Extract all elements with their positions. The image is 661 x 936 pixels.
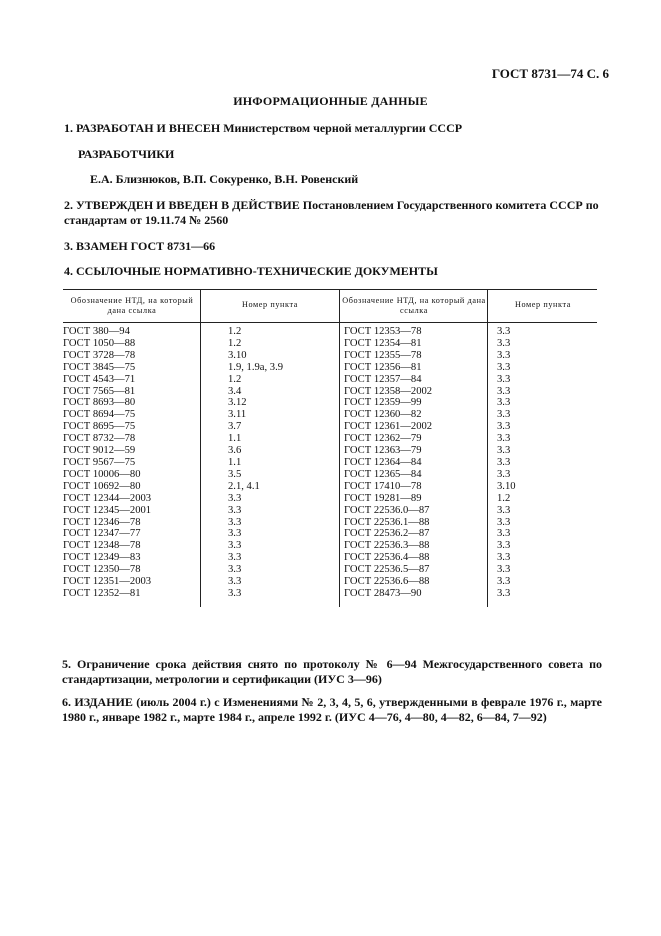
right-doc-cell: ГОСТ 22536.1—88 <box>344 516 430 528</box>
left-doc-cell: ГОСТ 10692—80 <box>63 480 141 492</box>
right-ref-cell: 3.3 <box>497 409 511 421</box>
right-doc-cell: ГОСТ 12354—81 <box>344 337 422 349</box>
right-doc-cell: ГОСТ 22536.3—88 <box>344 540 430 552</box>
section-4: 4. ССЫЛОЧНЫЕ НОРМАТИВНО-ТЕХНИЧЕСКИЕ ДОКУМЕНТЫ <box>64 264 438 278</box>
left-doc-cell: ГОСТ 8732—78 <box>63 433 136 445</box>
left-doc-cell: ГОСТ 12349—83 <box>63 552 141 564</box>
section-6: 6. ИЗДАНИЕ (июль 2004 г.) с Изменениями № 2, 3, 4, 5, 6, утвержденными в феврале 1976 г., марте 1980 г., январе 1982 г., марте 1984 г., апреле 1992 г. (ИУС 4—76, 4—80, 4—82, 6—84, 7—92) <box>62 695 602 724</box>
page-title: ИНФОРМАЦИОННЫЕ ДАННЫЕ <box>233 94 428 108</box>
right-doc-cell: ГОСТ 12355—78 <box>344 349 422 361</box>
table-header-rule <box>63 322 597 323</box>
left-doc-cell: ГОСТ 12346—78 <box>63 516 141 528</box>
right-ref-cell: 3.3 <box>497 445 511 457</box>
left-doc-cell: ГОСТ 10006—80 <box>63 468 141 480</box>
left-ref-cell: 3.11 <box>228 409 247 421</box>
left-ref-cell: 3.3 <box>228 492 242 504</box>
left-doc-cell: ГОСТ 1050—88 <box>63 337 136 349</box>
left-ref-cell: 1.2 <box>228 326 242 337</box>
table-top-rule <box>63 289 597 290</box>
right-ref-cell: 3.3 <box>497 349 511 361</box>
right-ref-cell: 1.2 <box>497 492 511 504</box>
right-ref-cell: 3.3 <box>497 504 511 516</box>
left-doc-cell: ГОСТ 9567—75 <box>63 456 136 468</box>
left-ref-cell: 3.4 <box>228 385 242 397</box>
left-ref-cell: 3.3 <box>228 516 242 528</box>
right-ref-cell: 3.3 <box>497 421 511 433</box>
table-column-doc-right <box>344 326 432 600</box>
right-ref-cell: 3.10 <box>497 480 516 492</box>
left-ref-cell: 3.3 <box>228 587 242 599</box>
table-header-ref-left: Номер пункта <box>241 300 299 309</box>
right-doc-cell: ГОСТ 22536.4—88 <box>344 552 430 564</box>
section-3: 3. ВЗАМЕН ГОСТ 8731—66 <box>64 239 216 253</box>
left-doc-cell: ГОСТ 12348—78 <box>63 540 141 552</box>
right-ref-cell: 3.3 <box>497 433 511 445</box>
left-ref-cell: 3.10 <box>228 349 247 361</box>
left-ref-cell: 3.3 <box>228 540 242 552</box>
section-2-heading: 2. УТВЕРЖДЕН И ВВЕДЕН В ДЕЙСТВИЕ <box>64 198 300 212</box>
right-doc-cell: ГОСТ 22536.0—87 <box>344 504 430 516</box>
developers-label: РАЗРАБОТЧИКИ <box>78 147 175 161</box>
section-1-text: Министерством черной металлургии СССР <box>220 121 463 135</box>
left-ref-cell: 3.3 <box>228 576 242 588</box>
right-ref-cell: 3.3 <box>497 373 511 385</box>
left-doc-cell: ГОСТ 8695—75 <box>63 421 136 433</box>
right-doc-cell: ГОСТ 22536.6—88 <box>344 576 430 588</box>
left-ref-cell: 3.5 <box>228 468 242 480</box>
right-ref-cell: 3.3 <box>497 552 511 564</box>
right-doc-cell: ГОСТ 12364—84 <box>344 456 422 468</box>
right-doc-cell: ГОСТ 22536.2—87 <box>344 528 430 540</box>
right-doc-cell: ГОСТ 22536.5—87 <box>344 564 430 576</box>
left-doc-cell: ГОСТ 3845—75 <box>63 361 136 373</box>
left-ref-cell: 1.1 <box>228 433 242 445</box>
left-ref-cell: 1.2 <box>228 337 242 349</box>
left-ref-cell: 3.12 <box>228 397 247 409</box>
left-ref-cell: 3.3 <box>228 528 242 540</box>
table-header-ref-right: Номер пункта <box>514 300 572 309</box>
right-ref-cell: 3.3 <box>497 468 511 480</box>
developers-names: Е.А. Близнюков, В.П. Сокуренко, В.Н. Ровенский <box>90 172 359 186</box>
table-header-doc-right: Обозначение НТД, на который дана ссылка <box>342 296 486 315</box>
table-divider-1 <box>200 289 201 607</box>
right-ref-cell: 3.3 <box>497 385 511 397</box>
section-1-heading: 1. РАЗРАБОТАН И ВНЕСЕН <box>64 121 221 135</box>
table-column-doc-left <box>63 326 151 600</box>
right-ref-cell: 3.3 <box>497 361 511 373</box>
left-ref-cell: 3.3 <box>228 552 242 564</box>
section-1 <box>64 121 606 136</box>
left-ref-cell: 1.2 <box>228 373 242 385</box>
table-column-ref-right <box>497 326 516 600</box>
right-doc-cell: ГОСТ 12353—78 <box>344 326 422 337</box>
right-doc-cell: ГОСТ 12359—99 <box>344 397 422 409</box>
right-doc-cell: ГОСТ 12362—79 <box>344 433 422 445</box>
right-doc-cell: ГОСТ 19281—89 <box>344 492 422 504</box>
section-5: 5. Ограничение срока действия снято по протоколу № 6—94 Межгосударственного совета по стандартизации, метрологии и сертификации (ИУС 3—96) <box>62 657 602 686</box>
right-ref-cell: 3.3 <box>497 576 511 588</box>
left-doc-cell: ГОСТ 9012—59 <box>63 445 136 457</box>
right-ref-cell: 3.3 <box>497 337 511 349</box>
right-ref-cell: 3.3 <box>497 456 511 468</box>
right-doc-cell: ГОСТ 28473—90 <box>344 587 422 599</box>
left-doc-cell: ГОСТ 12351—2003 <box>63 576 152 588</box>
left-doc-cell: ГОСТ 3728—78 <box>63 349 136 361</box>
left-ref-cell: 3.3 <box>228 564 242 576</box>
right-doc-cell: ГОСТ 12365—84 <box>344 468 422 480</box>
left-doc-cell: ГОСТ 8694—75 <box>63 409 136 421</box>
table-divider-3 <box>487 289 488 607</box>
page-header-code: ГОСТ 8731—74 С. 6 <box>491 66 609 81</box>
left-ref-cell: 1.1 <box>228 456 242 468</box>
right-doc-cell: ГОСТ 12363—79 <box>344 445 422 457</box>
left-doc-cell: ГОСТ 8693—80 <box>63 397 136 409</box>
left-doc-cell: ГОСТ 12345—2001 <box>63 504 152 516</box>
left-ref-cell: 3.7 <box>228 421 242 433</box>
right-ref-cell: 3.3 <box>497 564 511 576</box>
left-doc-cell: ГОСТ 7565—81 <box>63 385 136 397</box>
left-ref-cell: 3.6 <box>228 445 242 457</box>
left-doc-cell: ГОСТ 12352—81 <box>63 587 141 599</box>
left-ref-cell: 2.1, 4.1 <box>228 480 260 492</box>
left-ref-cell: 3.3 <box>228 504 242 516</box>
left-doc-cell: ГОСТ 12347—77 <box>63 528 141 540</box>
right-ref-cell: 3.3 <box>497 540 511 552</box>
table-header-doc-left: Обозначение НТД, на который дана ссылка <box>70 296 194 315</box>
section-2 <box>64 198 606 228</box>
table-divider-2 <box>339 289 340 607</box>
table-column-ref-left <box>228 326 283 600</box>
right-ref-cell: 3.3 <box>497 516 511 528</box>
left-ref-cell: 1.9, 1.9а, 3.9 <box>228 361 284 373</box>
section-2-text: Постановлением Государственного комитета СССР по стандартам от 19.11.74 № 2560 <box>64 198 599 227</box>
right-ref-cell: 3.3 <box>497 326 511 337</box>
left-doc-cell: ГОСТ 4543—71 <box>63 373 136 385</box>
left-doc-cell: ГОСТ 12350—78 <box>63 564 141 576</box>
right-ref-cell: 3.3 <box>497 528 511 540</box>
left-doc-cell: ГОСТ 380—94 <box>63 326 130 337</box>
right-doc-cell: ГОСТ 12361—2002 <box>344 421 433 433</box>
right-doc-cell: ГОСТ 12356—81 <box>344 361 422 373</box>
right-doc-cell: ГОСТ 17410—78 <box>344 480 422 492</box>
right-ref-cell: 3.3 <box>497 397 511 409</box>
right-doc-cell: ГОСТ 12357—84 <box>344 373 422 385</box>
left-doc-cell: ГОСТ 12344—2003 <box>63 492 152 504</box>
right-doc-cell: ГОСТ 12358—2002 <box>344 385 433 397</box>
right-doc-cell: ГОСТ 12360—82 <box>344 409 422 421</box>
right-ref-cell: 3.3 <box>497 587 511 599</box>
